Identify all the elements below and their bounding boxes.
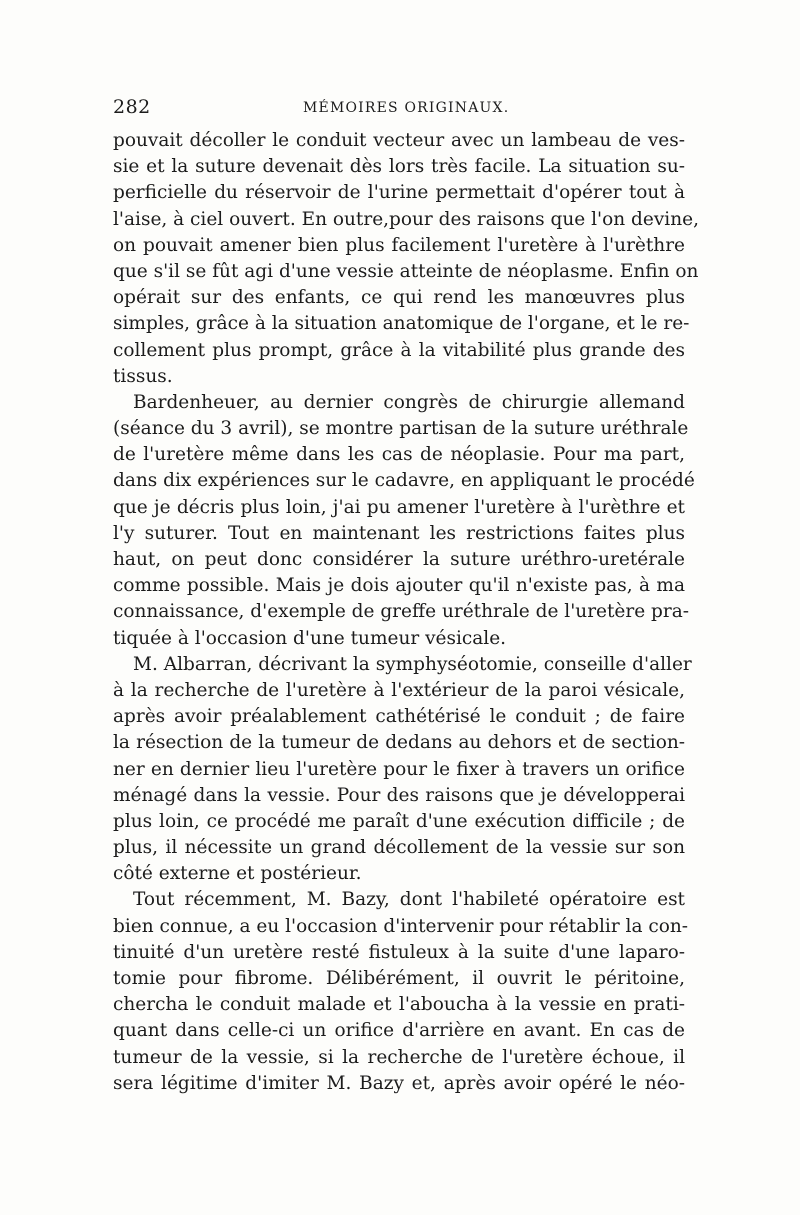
text-line: dans dix expériences sur le cadavre, en appliquant le procédé — [113, 470, 695, 492]
page-header — [113, 96, 685, 126]
text-line: après avoir préalablement cathétérisé le conduit ; de faire — [113, 706, 685, 728]
text-line: à la recherche de l'uretère à l'extérieur de la paroi vésicale, — [113, 679, 685, 701]
running-head: MÉMOIRES ORIGINAUX. — [303, 100, 510, 116]
text-line: tomie pour fibrome. Délibérément, il ouvrit le péritoine, — [113, 968, 685, 989]
text-line: connaissance, d'exemple de greffe uréthrale de l'uretère pra- — [113, 601, 690, 623]
text-line: que je décris plus loin, j'ai pu amener l'uretère à l'urèthre et — [113, 496, 685, 518]
text-line: chercha le conduit malade et l'aboucha à la vessie en prati- — [113, 994, 685, 1016]
text-line: collement plus prompt, grâce à la vitabilité plus grande des — [113, 339, 685, 361]
text-line: haut, on peut donc considérer la suture uréthro-uretérale — [113, 549, 685, 570]
text-line: (séance du 3 avril), se montre partisan de la suture uréthrale — [113, 418, 689, 440]
paragraph-start-line: M. Albarran, décrivant la symphyséotomie, conseille d'aller — [133, 653, 692, 675]
text-line: ner en dernier lieu l'uretère pour le fixer à travers un orifice — [113, 758, 685, 780]
text-line: de l'uretère même dans les cas de néoplasie. Pour ma part, — [113, 444, 685, 466]
text-line: plus loin, ce procédé me paraît d'une exécution difficile ; de — [113, 810, 685, 832]
text-line: la résection de la tumeur de dedans au dehors et de section- — [113, 732, 685, 754]
text-line: l'y suturer. Tout en maintenant les restrictions faites plus — [113, 522, 685, 544]
text-line: quant dans celle-ci un orifice d'arrière en avant. En cas de — [113, 1020, 685, 1042]
text-line: tinuité d'un uretère resté fistuleux à la suite d'une laparo- — [113, 941, 685, 963]
page-number: 282 — [113, 96, 151, 118]
paragraph-end-line: tissus. — [113, 365, 173, 387]
text-line: sera légitime d'imiter M. Bazy et, après avoir opéré le néo- — [113, 1072, 685, 1094]
body-text — [113, 128, 699, 1097]
text-line: on pouvait amener bien plus facilement l'uretère à l'urèthre — [113, 234, 685, 256]
text-line: perficielle du réservoir de l'urine permettait d'opérer tout à — [113, 182, 685, 204]
paragraph-start-line: Tout récemment, M. Bazy, dont l'habileté opératoire est — [133, 889, 685, 911]
text-line: tumeur de la vessie, si la recherche de l'uretère échoue, il — [113, 1046, 685, 1068]
paragraph-start-line: Bardenheuer, au dernier congrès de chirurgie allemand — [133, 391, 685, 413]
text-line: ménagé dans la vessie. Pour des raisons que je développerai — [113, 784, 685, 806]
text-line: pouvait décoller le conduit vecteur avec un lambeau de ves- — [113, 130, 685, 151]
text-line: l'aise, à ciel ouvert. En outre,pour des raisons que l'on devine, — [113, 208, 699, 230]
text-line: comme possible. Mais je dois ajouter qu'il n'existe pas, à ma — [113, 575, 685, 597]
text-line: opérait sur des enfants, ce qui rend les manœuvres plus — [113, 287, 685, 309]
text-line: bien connue, a eu l'occasion d'intervenir pour rétablir la con- — [113, 915, 689, 937]
paragraph-end-line: tiquée à l'occasion d'une tumeur vésicale. — [113, 627, 507, 649]
text-line: plus, il nécessite un grand décollement de la vessie sur son — [113, 837, 685, 859]
paragraph-end-line: côté externe et postérieur. — [113, 863, 362, 885]
text-line: sie et la suture devenait dès lors très facile. La situation su- — [113, 156, 685, 178]
text-line: que s'il se fût agi d'une vessie atteinte de néoplasme. Enfin on — [113, 260, 699, 282]
text-line: simples, grâce à la situation anatomique de l'organe, et le re- — [113, 313, 690, 335]
